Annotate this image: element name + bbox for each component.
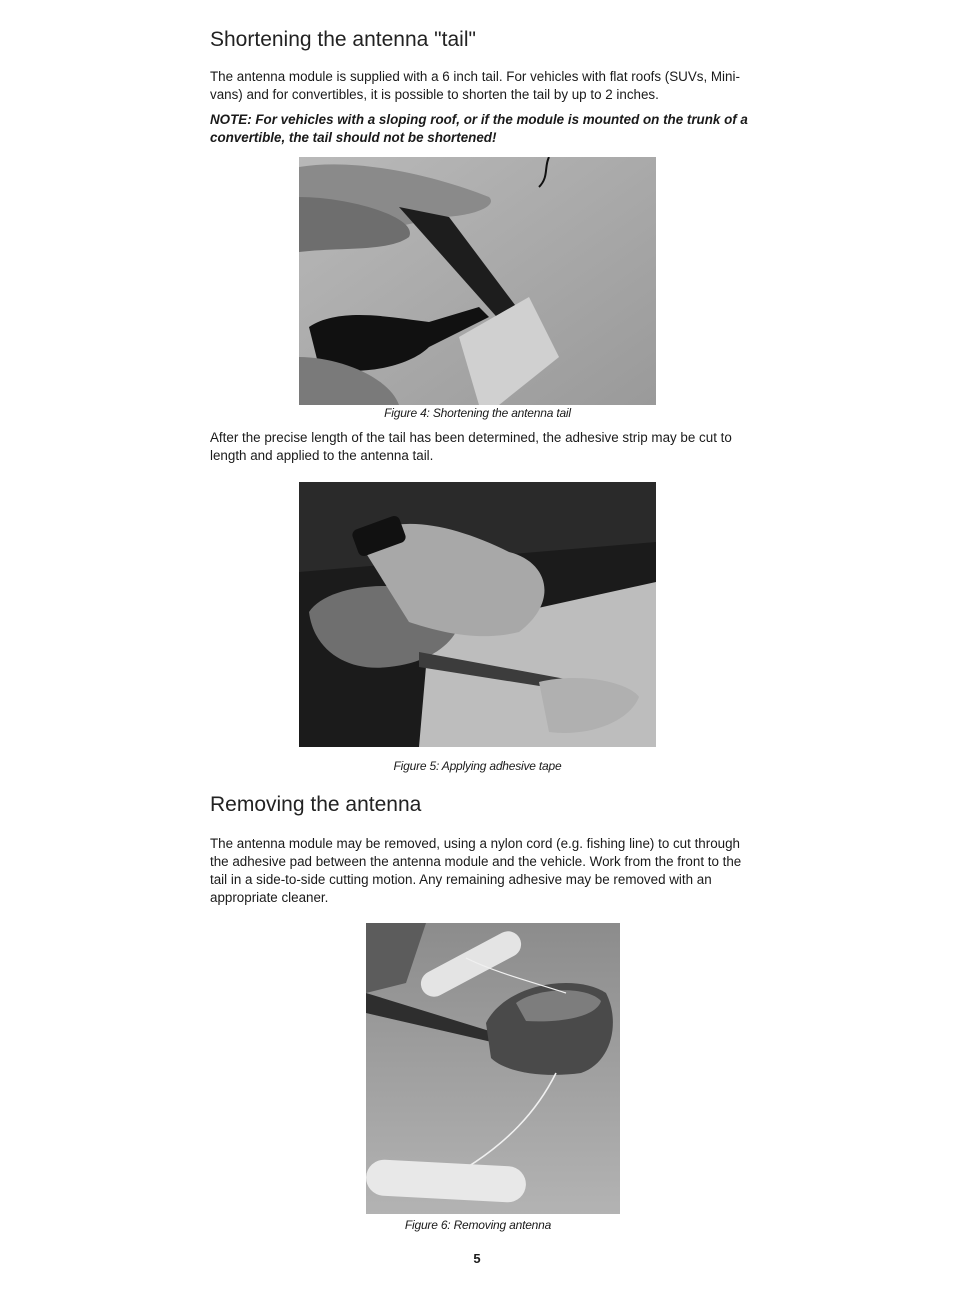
figure-6-caption: Figure 6: Removing antenna: [404, 1218, 552, 1232]
shortening-paragraph: The antenna module is supplied with a 6 inch tail. For vehicles with flat roofs (SUVs, Mini-vans) and for convertibles, it is possible to shorten the tail by up to 2 inches.: [210, 69, 740, 102]
shortening-note: NOTE: For vehicles with a sloping roof, or if the module is mounted on the trunk of a convertible, the tail should not be shortened!: [210, 112, 748, 145]
figure-5-photo: [299, 482, 656, 747]
figure-4-caption: Figure 4: Shortening the antenna tail: [384, 406, 571, 420]
section-heading-shortening: Shortening the antenna "tail": [210, 28, 476, 51]
adhesive-paragraph: After the precise length of the tail has been determined, the adhesive strip may be cut to length and applied to the antenna tail.: [210, 430, 732, 463]
figure-5-caption: Figure 5: Applying adhesive tape: [393, 759, 562, 773]
figure-6-photo: [366, 923, 620, 1214]
figure-4-photo: [299, 157, 656, 405]
page-number: 5: [473, 1251, 481, 1266]
section-heading-removing: Removing the antenna: [210, 793, 422, 816]
removing-paragraph: The antenna module may be removed, using a nylon cord (e.g. fishing line) to cut through the adhesive pad between the antenna module and the vehicle. Work from the front to the tail in a side-to-side cutting motion. Any remaining adhesive may be removed with an appropriate cleaner.: [210, 836, 742, 905]
